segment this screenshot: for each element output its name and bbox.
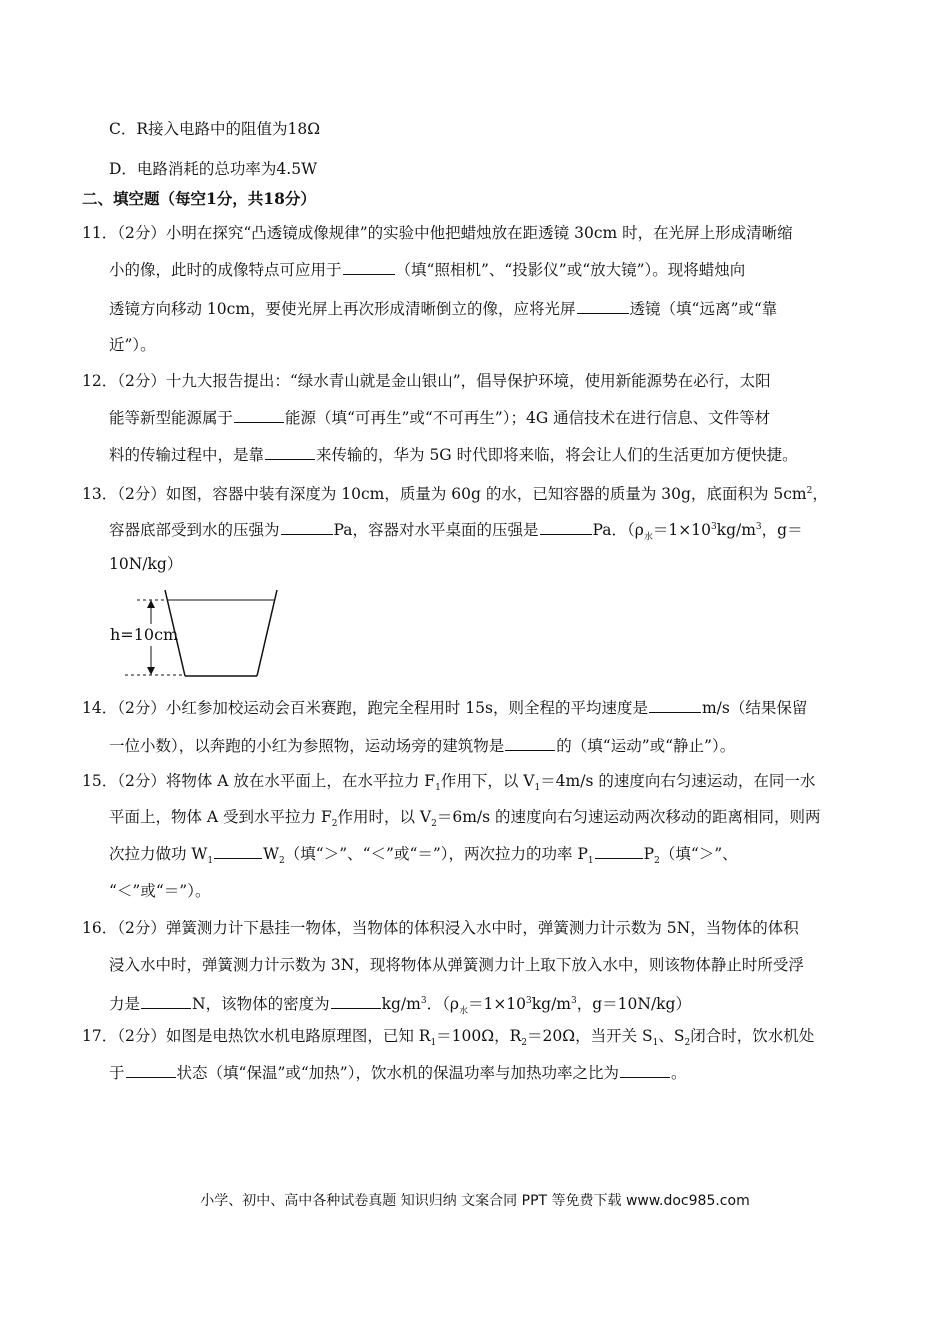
- q15-line4: “＜”或“＝”）。: [109, 882, 211, 900]
- option-c: C．R接入电路中的阻值为18Ω: [109, 120, 321, 138]
- q17-line2: 于 状态（填“保温”或“加热”），饮水机的保温功率与加热功率之比为 。: [109, 1064, 687, 1082]
- q16-line3: 力是 N，该物体的密度为 $kg/m^3$．（$\rho_水=1\times 10^3kg/m^3$，g＝10N/kg）: [109, 995, 691, 1017]
- q16-line2: 浸入水中时，弹簧测力计示数为 3N，现将物体从弹簧测力计上取下放入水中，则该物体静止时所受浮: [109, 956, 804, 974]
- figure-height-label: h=10cm: [110, 625, 179, 644]
- q15-line3: 次拉力做功 $W_1$ $W_2$（填“＞”、“＜”或“＝”），两次拉力的功率 $P_1$ $P_2$（填“＞”、: [109, 845, 738, 867]
- footer-link[interactable]: 小学、初中、高中各种试卷真题 知识归纳 文案合同 PPT 等免费下载 www.doc985.com: [200, 1193, 750, 1209]
- q11-line4: 近”）。: [109, 336, 156, 354]
- answer-blank[interactable]: [577, 299, 629, 314]
- answer-blank[interactable]: [331, 994, 381, 1009]
- option-d: D．电路消耗的总功率为4.5W: [109, 160, 318, 178]
- answer-blank[interactable]: [234, 408, 284, 423]
- answer-blank[interactable]: [649, 698, 701, 713]
- q11-line2: 小的像，此时的成像特点可应用于 （填“照相机”、“投影仪”或“放大镜”）。现将蜡烛向: [109, 261, 746, 279]
- answer-blank[interactable]: [620, 1063, 670, 1078]
- q13-line3: 10N/kg）: [109, 555, 183, 573]
- q11-line1: 11．（2分）小明在探究“凸透镜成像规律”的实验中他把蜡烛放在距透镜 30cm 时，在光屏上形成清晰缩: [82, 224, 793, 242]
- q13-line2: 容器底部受到水的压强为 Pa，容器对水平桌面的压强是 Pa．（$\rho_水=1\times 10^3kg/m^3$，g＝: [109, 521, 803, 543]
- answer-blank[interactable]: [343, 260, 395, 275]
- q12-line3: 料的传输过程中，是靠 来传输的，华为 5G 时代即将来临，将会让人们的生活更加方便快捷。: [109, 446, 798, 464]
- answer-blank[interactable]: [505, 736, 555, 751]
- q12-line2: 能等新型能源属于 能源（填“可再生”或“不可再生”）；4G 通信技术在进行信息、文件等材: [109, 409, 771, 427]
- q14-line2: 一位小数），以奔跑的小红为参照物，运动场旁的建筑物是 的（填“运动”或“静止”）。: [109, 737, 736, 755]
- q13-line1: 13．（2分）如图，容器中装有深度为 10cm，质量为 60g 的水，已知容器的质量为 30g，底面积为 $5cm^2$，: [82, 485, 828, 504]
- q15-line2: 平面上，物体 A 受到水平拉力 $F_2$作用时，以 $V_2=6m/s$ 的速度向右匀速运动两次移动的距离相同，则两: [109, 808, 821, 830]
- q14-line1: 14．（2分）小红参加校运动会百米赛跑，跑完全程用时 15s，则全程的平均速度是 m/s（结果保留: [82, 699, 808, 717]
- answer-blank[interactable]: [141, 994, 191, 1009]
- q17-line1: 17．（2分）如图是电热饮水机电路原理图，已知 $R_1=100\Omega$，$R_2=20\Omega$，当开关 $S_1$、$S_2$闭合时，饮水机处: [82, 1027, 815, 1049]
- q12-line1: 12．（2分）十九大报告提出：“绿水青山就是金山银山”，倡导保护环境，使用新能源势在必行，太阳: [82, 372, 771, 390]
- answer-blank[interactable]: [281, 520, 333, 535]
- q11-line3: 透镜方向移动 10cm，要使光屏上再次形成清晰倒立的像，应将光屏 透镜（填“远离”或“靠: [109, 300, 778, 318]
- answer-blank[interactable]: [126, 1063, 176, 1078]
- q16-line1: 16．（2分）弹簧测力计下悬挂一物体，当物体的体积浸入水中时，弹簧测力计示数为 5N，当物体的体积: [82, 919, 799, 937]
- answer-blank[interactable]: [595, 844, 643, 859]
- answer-blank[interactable]: [265, 445, 315, 460]
- answer-blank[interactable]: [540, 520, 592, 535]
- answer-blank[interactable]: [214, 844, 262, 859]
- q15-line1: 15．（2分）将物体 A 放在水平面上，在水平拉力 $F_1$作用下，以 $V_1=4m/s$ 的速度向右匀速运动，在同一水: [82, 772, 816, 794]
- section-heading: 二、填空题（每空1分，共18分）: [82, 189, 316, 208]
